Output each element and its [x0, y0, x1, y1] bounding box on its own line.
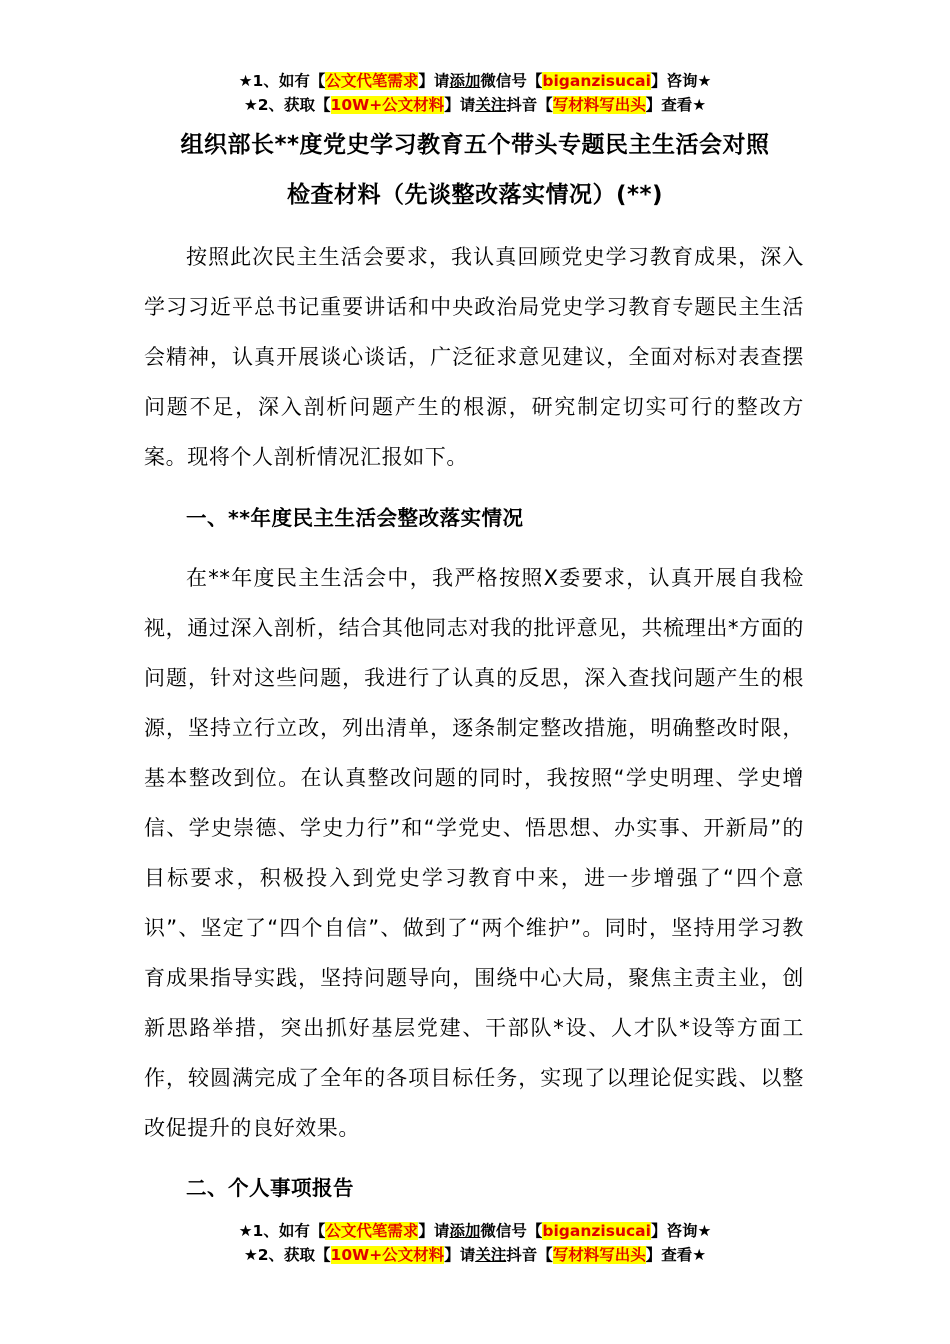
intro-paragraph: 按照此次民主生活会要求，我认真回顾党史学习教育成果，深入学习习近平总书记重要讲话和中央政治局党史学习教育专题民主生活会精神，认真开展谈心谈话，广泛征求意见建议，全面对标对表查摆问题不足，深入剖析问题产生的根源，研究制定切实可行的整改方案。现将个人剖析情况汇报如下。 — [144, 245, 804, 469]
banner-highlight: 公文代笔需求 — [325, 1222, 419, 1240]
banner-text: 】请 — [418, 1222, 450, 1240]
banner-text: ★1、如有【 — [238, 72, 326, 90]
section-1-heading: 一、**年度民主生活会整改落实情况 — [186, 506, 524, 530]
banner-text: 】查看★ — [645, 1246, 707, 1264]
banner-text: ★2、获取【 — [243, 1246, 331, 1264]
banner-text: 】请 — [444, 96, 476, 114]
bottom-banner-line-2 — [0, 1244, 950, 1266]
banner-text: 微信号【 — [480, 72, 543, 90]
banner-highlight: biganzisucai — [542, 1222, 651, 1240]
top-banner-line-2 — [0, 94, 950, 116]
banner-highlight: 10W+公文材料 — [330, 1246, 445, 1264]
banner-underlined-text: 添加 — [449, 72, 481, 90]
banner-text: 】请 — [444, 1246, 476, 1264]
banner-highlight: 写材料写出头 — [552, 96, 646, 114]
banner-highlight: 写材料写出头 — [552, 1246, 646, 1264]
bottom-banner-line-1 — [0, 1220, 950, 1242]
section-1-body: 在**年度民主生活会中，我严格按照X委要求，认真开展自我检视，通过深入剖析，结合其他同志对我的批评意见，共梳理出*方面的问题，针对这些问题，我进行了认真的反思，深入查找问题产生的根源，坚持立行立改，列出清单，逐条制定整改措施，明确整改时限，基本整改到位。在认真整改问题的同时，我按照“学史明理、学史增信、学史崇德、学史力行”和“学党史、悟思想、办实事、开新局”的目标要求，积极投入到党史学习教育中来，进一步增强了“四个意识”、坚定了“四个自信”、做到了“两个维护”。同时，坚持用学习教育成果指导实践，坚持问题导向，围绕中心大局，聚焦主责主业，创新思路举措，突出抓好基层党建、干部队*设、人才队*设等方面工作，较圆满完成了全年的各项目标任务，实现了以理论促实践、以整改促提升的良好效果。 — [144, 566, 804, 1140]
section-2-heading: 二、个人事项报告 — [186, 1176, 354, 1200]
banner-underlined-text: 添加 — [449, 1222, 481, 1240]
top-banner-line-1 — [0, 70, 950, 92]
banner-underlined-text: 关注 — [475, 1246, 507, 1264]
banner-highlight: biganzisucai — [542, 72, 651, 90]
banner-underlined-text: 关注 — [475, 96, 507, 114]
banner-highlight: 10W+公文材料 — [330, 96, 445, 114]
banner-highlight: 公文代笔需求 — [325, 72, 419, 90]
banner-text: ★1、如有【 — [238, 1222, 326, 1240]
banner-text: ★2、获取【 — [243, 96, 331, 114]
document-title-line-2: 检查材料（先谈整改落实情况）(**) — [286, 182, 664, 208]
banner-text: 】咨询★ — [650, 72, 712, 90]
banner-text: 抖音【 — [506, 1246, 553, 1264]
banner-text: 】请 — [418, 72, 450, 90]
banner-text: 】咨询★ — [650, 1222, 712, 1240]
banner-text: 微信号【 — [480, 1222, 543, 1240]
document-title-line-1: 组织部长**度党史学习教育五个带头专题民主生活会对照 — [180, 132, 770, 158]
banner-text: 抖音【 — [506, 96, 553, 114]
banner-text: 】查看★ — [645, 96, 707, 114]
